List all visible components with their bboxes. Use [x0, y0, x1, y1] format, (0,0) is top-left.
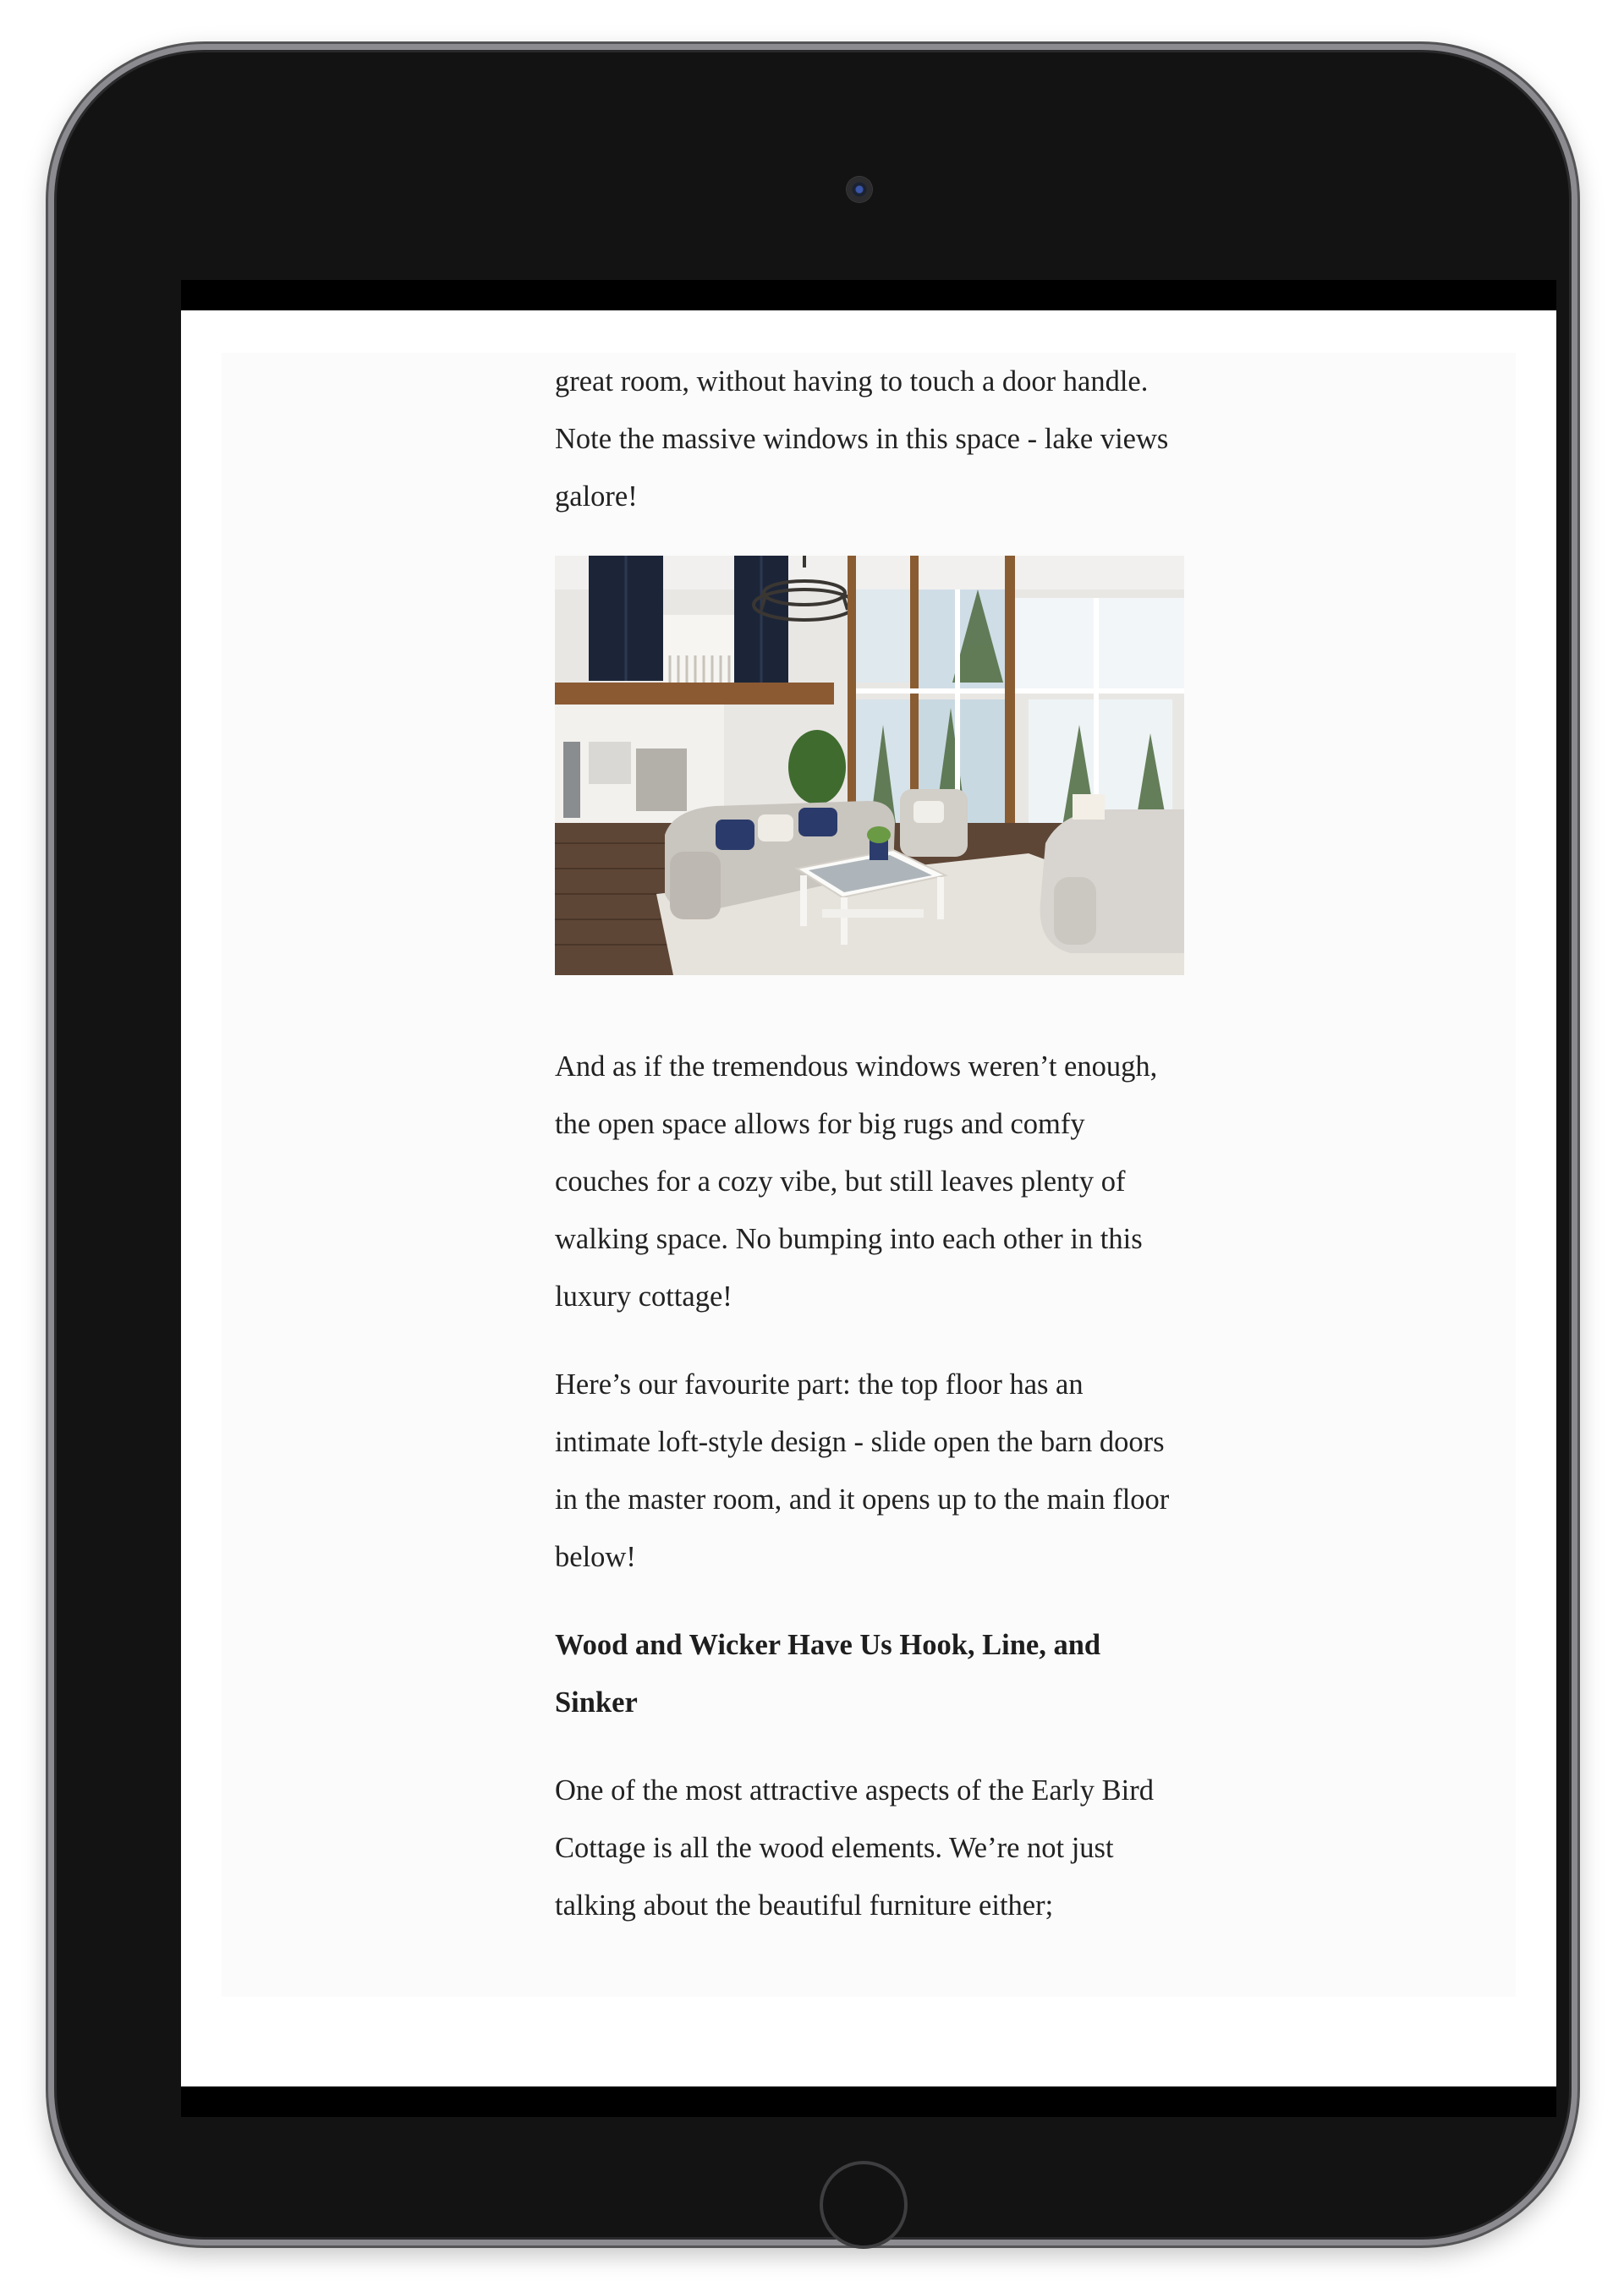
article-body	[222, 353, 1516, 1997]
home-button[interactable]	[820, 2161, 908, 2249]
camera-icon	[847, 177, 872, 202]
cottage-living-room-photo[interactable]	[555, 556, 1184, 975]
article-intro-paragraph: great room, without having to touch a door handle. Note the massive windows in this space - lake views galore!	[555, 365, 1169, 513]
article-paragraph-windows: And as if the tremendous windows weren’t enough, the open space allows for big rugs and comfy couches for a cozy vibe, but still leaves plenty of walking space. No bumping into each other in this luxury cottage!	[555, 1050, 1158, 1313]
browser-viewport[interactable]	[181, 310, 1556, 2086]
tablet-frame	[48, 44, 1577, 2245]
article-section-heading: Wood and Wicker Have Us Hook, Line, and Sinker	[555, 1629, 1101, 1719]
tablet-screen	[181, 280, 1556, 2117]
article-column	[555, 353, 1186, 1965]
article-paragraph-wood: One of the most attractive aspects of the Early Bird Cottage is all the wood elements. We’re not just talking about the beautiful furniture either;	[555, 1774, 1154, 1922]
article-paragraph-loft: Here’s our favourite part: the top floor has an intimate loft-style design - slide open the barn doors in the master room, and it opens up to the main floor below!	[555, 1368, 1170, 1573]
